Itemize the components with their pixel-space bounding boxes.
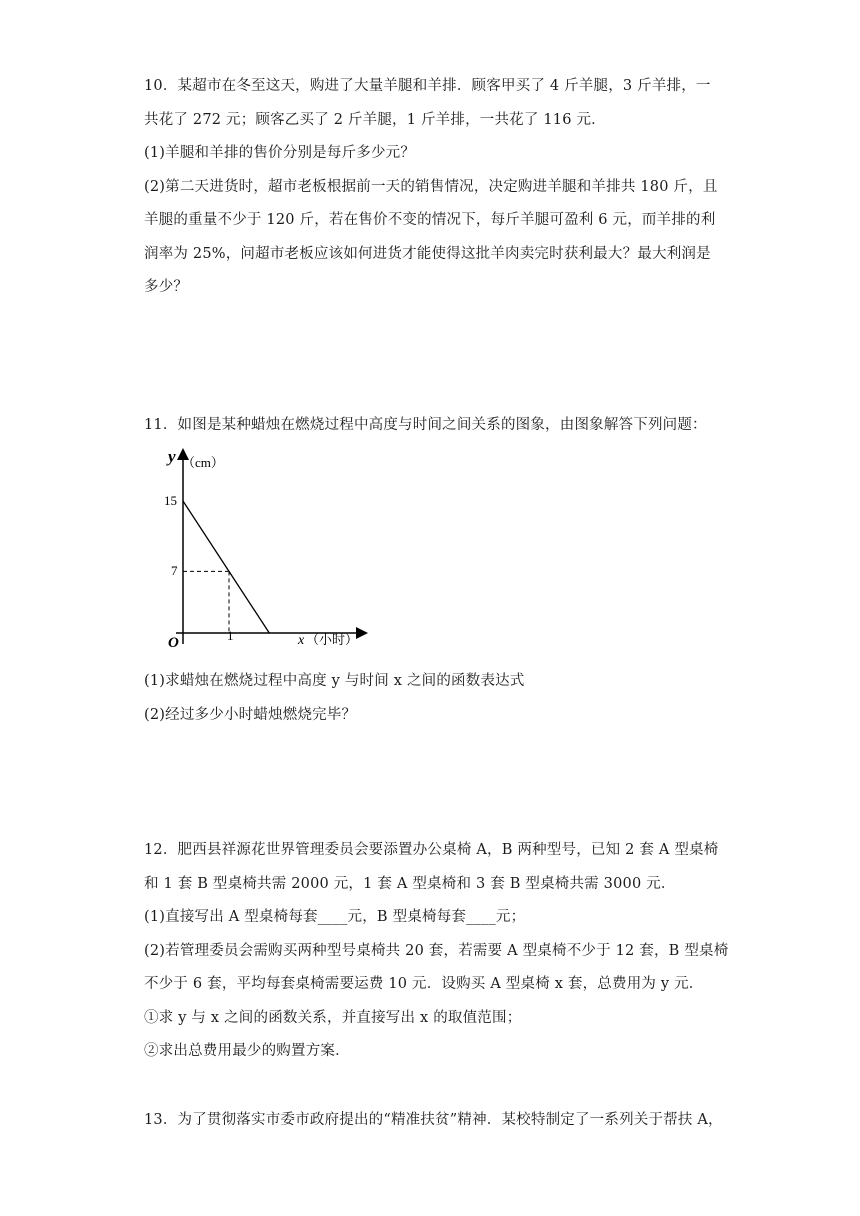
x-axis-var: x	[298, 633, 305, 648]
q10-part1: (1)羊腿和羊排的售价分别是每斤多少元？	[144, 145, 416, 161]
origin-label: O	[168, 635, 179, 651]
y-axis-var: y	[168, 448, 176, 466]
q10-line1: 10．某超市在冬至这天，购进了大量羊腿和羊排．顾客甲买了 4 斤羊腿，3 斤羊排，一	[144, 78, 711, 94]
height-line	[183, 501, 269, 633]
candle-height-graph	[160, 448, 370, 658]
q12-sub1: ①求 y 与 x 之间的函数关系，并直接写出 x 的取值范围；	[144, 1010, 522, 1026]
x-axis-unit: （小时）	[306, 632, 359, 647]
y-tick-label-15: 15	[164, 493, 177, 508]
q10-part2-line2: 羊腿的重量不少于 120 斤，若在售价不变的情况下，每斤羊腿可盈利 6 元，而羊排的利	[144, 212, 716, 228]
q10-part2-line1: (2)第二天进货时，超市老板根据前一天的销售情况，决定购进羊腿和羊排共 180 斤，且	[144, 179, 718, 195]
q10-part2-line4: 多少？	[144, 279, 189, 295]
y-axis-unit: （cm）	[182, 455, 224, 470]
q12-part1: (1)直接写出 A 型桌椅每套____元，B 型桌椅每套____元；	[144, 909, 526, 925]
q11-part1: (1)求蜡烛在燃烧过程中高度 y 与时间 x 之间的函数表达式	[144, 673, 525, 689]
q12-line2: 和 1 套 B 型桌椅共需 2000 元，1 套 A 型桌椅和 3 套 B 型桌椅共需 3000 元．	[144, 876, 676, 892]
y-tick-label-7: 7	[171, 563, 178, 578]
q10-part2-line3: 润率为 25%，问超市老板应该如何进货才能使得这批羊肉卖完时获利最大？最大利润是	[144, 246, 711, 262]
q12-line1: 12．肥西县祥源花世界管理委员会要添置办公桌椅 A，B 两种型号，已知 2 套 A 型桌椅	[144, 842, 719, 858]
q12-sub2: ②求出总费用最少的购置方案．	[144, 1043, 350, 1059]
q11-part2: (2)经过多少小时蜡烛燃烧完毕？	[144, 707, 357, 723]
q11-line1: 11．如图是某种蜡烛在燃烧过程中高度与时间之间关系的图象，由图象解答下列问题：	[144, 417, 707, 433]
q12-part2-line1: (2)若管理委员会需购买两种型号桌椅共 20 套，若需要 A 型桌椅不少于 12 套，B 型桌椅	[144, 943, 729, 959]
x-tick-label-1: 1	[227, 628, 234, 643]
q12-part2-line2: 不少于 6 套，平均每套桌椅需要运费 10 元．设购买 A 型桌椅 x 套，总费用为 y 元．	[144, 976, 704, 992]
q13-line1: 13．为了贯彻落实市委市政府提出的“精准扶贫”精神．某校特制定了一系列关于帮扶 A，	[144, 1112, 723, 1128]
q10-line2: 共花了 272 元；顾客乙买了 2 斤羊腿，1 斤羊排，一共花了 116 元．	[144, 112, 606, 128]
